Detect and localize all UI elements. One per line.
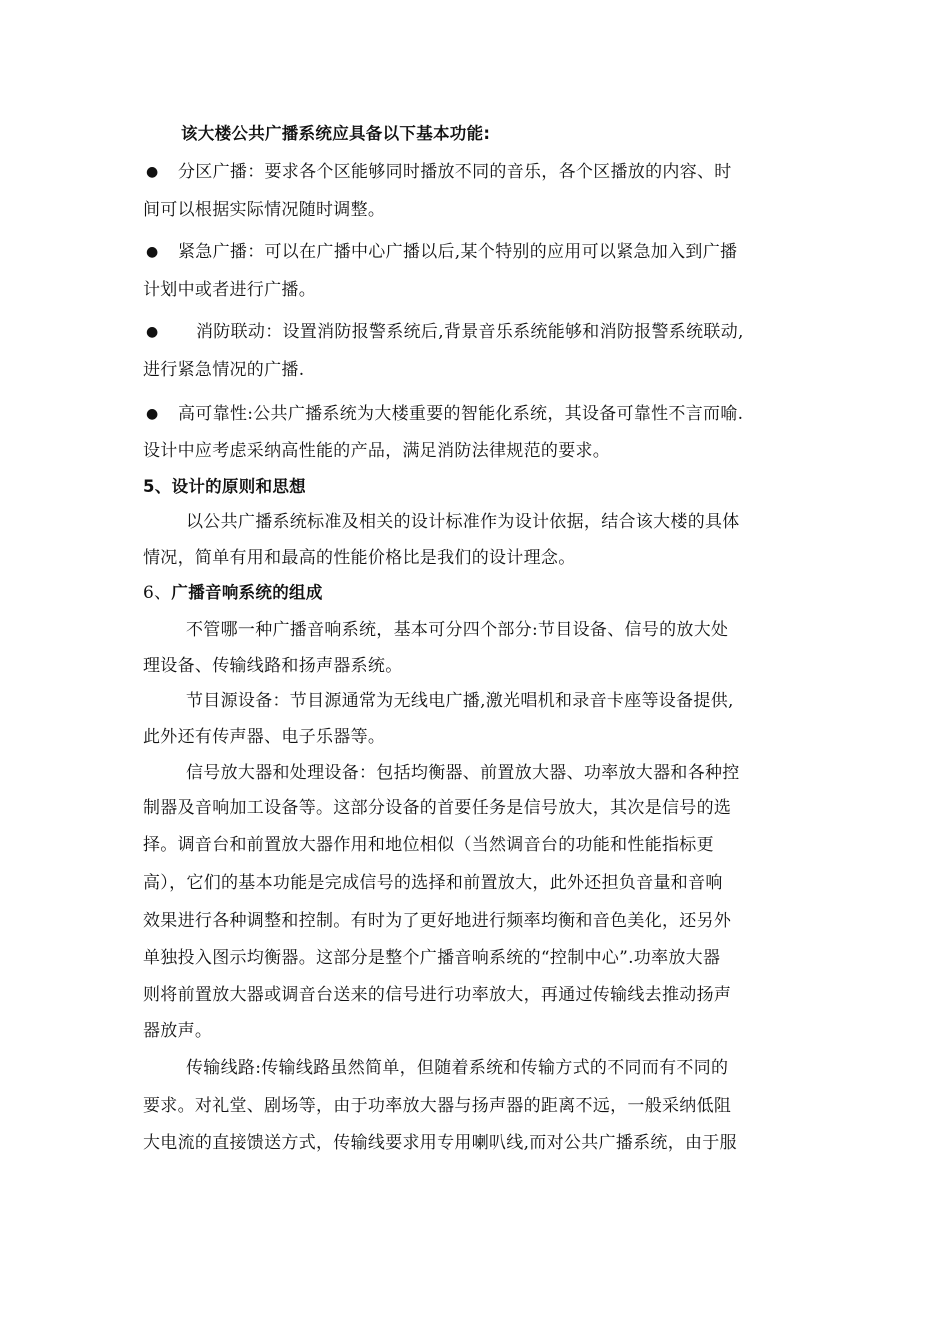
section-5-heading: 5、设计的原则和思想 [143, 477, 306, 496]
section-6-p3-line: 高），它们的基本功能是完成信号的选择和前置放大，此外还担负音量和音响 [143, 873, 723, 893]
bullet-icon: ● [146, 406, 159, 422]
section-6-p3-line: 器放声。 [143, 1021, 213, 1041]
section-6-p2-line: 节目源设备：节目源通常为无线电广播,激光唱机和录音卡座等设备提供, [186, 691, 734, 711]
section-6-p4-line: 要求。对礼堂、剧场等，由于功率放大器与扬声器的距离不远，一般采纳低阻 [143, 1096, 732, 1116]
section-6-p3-line: 制器及音响加工设备等。这部分设备的首要任务是信号放大，其次是信号的选 [143, 798, 732, 818]
section-6-p3-line: 择。调音台和前置放大器作用和地位相似（当然调音台的功能和性能指标更 [143, 835, 714, 855]
bullet-2-line-1: 紧急广播：可以在广播中心广播以后,某个特别的应用可以紧急加入到广播 [178, 242, 738, 262]
section-6-heading-text: 广播音响系统的组成 [171, 583, 323, 602]
section-5-para-line: 以公共广播系统标准及相关的设计标准作为设计依据，结合该大楼的具体 [186, 512, 740, 532]
bullet-icon: ● [146, 164, 159, 180]
bullet-icon: ● [146, 324, 159, 340]
bullet-4-line-1: 高可靠性:公共广播系统为大楼重要的智能化系统，其设备可靠性不言而喻. [178, 404, 744, 424]
section-6-p2-line: 此外还有传声器、电子乐器等。 [143, 727, 386, 747]
bullet-3-line-1: 消防联动：设置消防报警系统后,背景音乐系统能够和消防报警系统联动, [196, 322, 744, 342]
section-6-p1-line: 不管哪一种广播音响系统，基本可分四个部分:节目设备、信号的放大处 [186, 620, 729, 640]
section-6-p3-line: 单独投入图示均衡器。这部分是整个广播音响系统的“控制中心”.功率放大器 [143, 948, 721, 968]
bullet-1-line-1: 分区广播：要求各个区能够同时播放不同的音乐，各个区播放的内容、时 [178, 162, 732, 182]
bullet-icon: ● [146, 244, 159, 260]
section-6-heading-number: 6、 [143, 583, 172, 603]
section-6-p3-line: 信号放大器和处理设备：包括均衡器、前置放大器、功率放大器和各种控 [186, 763, 740, 783]
section-6-p3-line: 则将前置放大器或调音台送来的信号进行功率放大，再通过传输线去推动扬声 [143, 985, 732, 1005]
section-6-heading [143, 583, 323, 603]
bullet-4-line-2: 设计中应考虑采纳高性能的产品，满足消防法律规范的要求。 [143, 441, 611, 461]
intro-heading: 该大楼公共广播系统应具备以下基本功能: [181, 124, 491, 143]
section-6-p1-line: 理设备、传输线路和扬声器系统。 [143, 656, 403, 676]
bullet-3-line-2: 进行紧急情况的广播. [143, 360, 305, 380]
section-6-p4-line: 传输线路:传输线路虽然简单，但随着系统和传输方式的不同而有不同的 [186, 1058, 729, 1078]
bullet-1-line-2: 间可以根据实际情况随时调整。 [143, 200, 386, 220]
section-6-p3-line: 效果进行各种调整和控制。有时为了更好地进行频率均衡和音色美化，还另外 [143, 911, 732, 931]
section-6-p4-line: 大电流的直接馈送方式，传输线要求用专用喇叭线,而对公共广播系统，由于服 [143, 1133, 737, 1153]
bullet-2-line-2: 计划中或者进行广播。 [143, 280, 316, 300]
section-5-para-line: 情况，简单有用和最高的性能价格比是我们的设计理念。 [143, 548, 576, 568]
